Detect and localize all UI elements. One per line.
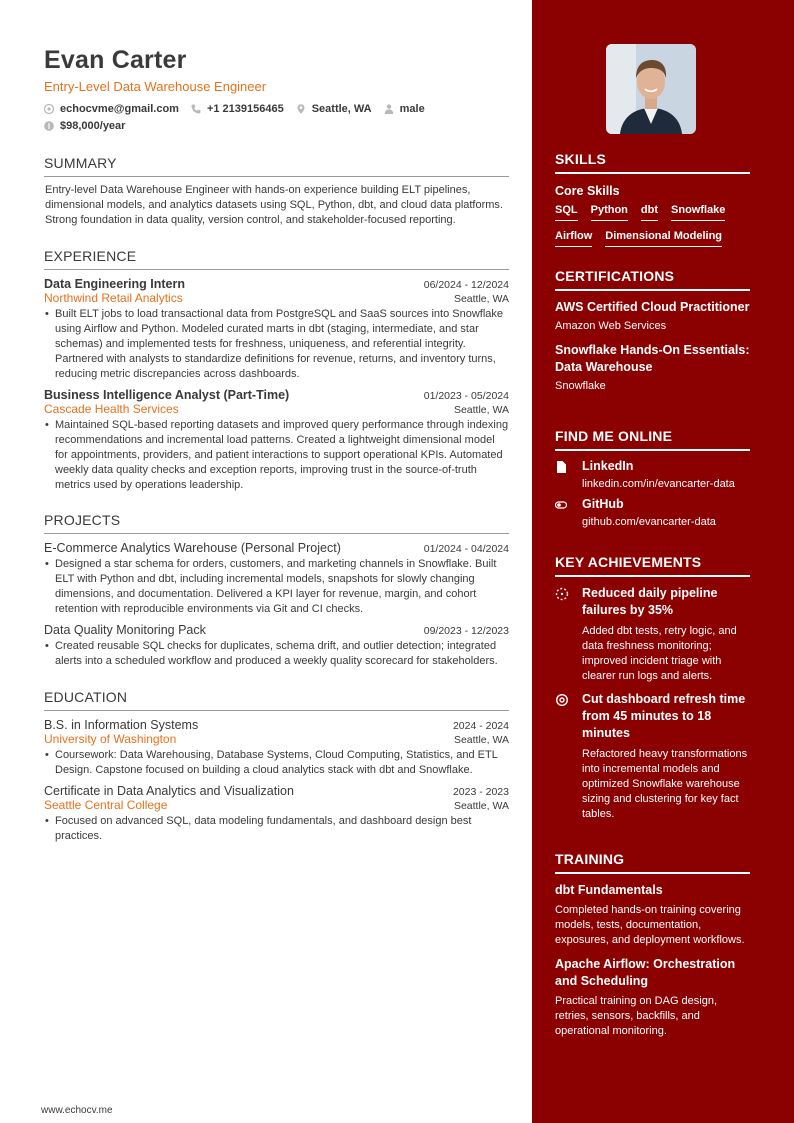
certification-issuer: Snowflake (555, 380, 606, 392)
certifications-heading: CERTIFICATIONS (555, 268, 750, 291)
project-entry (44, 623, 509, 669)
achievement-title: Reduced daily pipeline failures by 35% (582, 586, 718, 617)
skills-list (555, 204, 750, 256)
person-icon (384, 104, 394, 114)
bullet-text: Created reusable SQL checks for duplicates, schema drift, and outlier detection; integrated alerts into a scheduled workflow and produced a weekly quality scorecard for stakeholders. (55, 640, 498, 667)
contact-info (44, 100, 509, 134)
skill-tag: SQL (555, 204, 578, 221)
at-icon (44, 104, 54, 114)
summary-heading: SUMMARY (44, 155, 509, 177)
education-entry (44, 784, 509, 844)
entry-dates: 01/2023 - 05/2024 (423, 390, 509, 402)
location-contact (296, 100, 372, 117)
entry-dates: 01/2024 - 04/2024 (423, 543, 509, 555)
bullet-text: Designed a star schema for orders, customers, and marketing channels in Snowflake. Built ELT with Python and dbt, including incremental models, snapshots for slowly changing dimensions, and documentation. Delivered a KPI layer for revenue, margin, and cohort retention with reproducible environments via Git and CI checks. (55, 558, 497, 615)
entry-bullet: • Designed a star schema for orders, customers, and marketing channels in Snowflake. Built ELT with Python and dbt, including incremental models, snapshots for slowly changing dimensions, and documentation. Delivered a KPI layer for revenue, margin, and cohort retention with reproducible environments via Git and CI checks. (44, 557, 509, 617)
footer-website[interactable]: www.echocv.me (41, 1105, 113, 1116)
entry-organization: Seattle Central College (44, 798, 168, 812)
certification-name: AWS Certified Cloud Practitioner (555, 300, 750, 314)
entry-bullet: • Coursework: Data Warehousing, Database Systems, Cloud Computing, Statistics, and ETL Design. Capstone focused on building a cloud analytics stack with dbt and Snowflake. (44, 748, 509, 778)
certification-item (555, 299, 750, 334)
entry-dates: 2024 - 2024 (452, 720, 509, 732)
link-label: LinkedIn (582, 459, 634, 473)
entry-organization: Cascade Health Services (44, 402, 179, 416)
skill-tag: Snowflake (671, 204, 725, 221)
phone-text: +1 2139156465 (206, 102, 284, 115)
education-heading: EDUCATION (44, 689, 509, 711)
at-sign-icon (555, 693, 569, 707)
linkedin-link[interactable] (555, 459, 750, 492)
entry-title: Certificate in Data Analytics and Visualization (44, 784, 294, 798)
entry-location: Seattle, WA (453, 404, 509, 416)
skills-group-title: Core Skills (555, 184, 620, 198)
link-url[interactable]: linkedin.com/in/evancarter-data (582, 478, 735, 490)
entry-location: Seattle, WA (453, 293, 509, 305)
project-entry (44, 541, 509, 617)
training-title: Apache Airflow: Orchestration and Scheduling (555, 957, 736, 988)
certification-item (555, 342, 750, 394)
skills-section (555, 151, 750, 256)
training-section (555, 851, 750, 1039)
skill-tag: Dimensional Modeling (605, 230, 722, 247)
certification-issuer: Amazon Web Services (555, 320, 667, 332)
achievement-item (555, 691, 750, 822)
entry-bullet: • Created reusable SQL checks for duplicates, schema drift, and outlier detection; integrated alerts into a scheduled workflow and produced a weekly quality scorecard for stakeholders. (44, 639, 509, 669)
bullet-text: Maintained SQL-based reporting datasets and improved query performance through indexing recommendations and incremental load patterns. Created a lightweight dimensional model for appointments, providers, and patient interactions to support operational KPIs. Automated weekly data quality checks and exception reports, improving trust in the source-of-truth metrics used by operations leadership. (55, 419, 509, 491)
link-label: GitHub (582, 497, 624, 511)
portrait-image (606, 44, 696, 134)
entry-bullet: • Maintained SQL-based reporting datasets and improved query performance through indexing recommendations and incremental load patterns. Created a lightweight dimensional model for appointments, providers, and patient interactions to support operational KPIs. Automated weekly data quality checks and exception reports, improving trust in the source-of-truth metrics used by operations leadership. (45, 419, 509, 491)
certifications-section (555, 268, 750, 394)
training-item (555, 882, 750, 948)
experience-section (44, 248, 509, 493)
phone-icon (191, 104, 201, 114)
entry-title: Data Quality Monitoring Pack (44, 623, 206, 637)
entry-dates: 2023 - 2023 (452, 786, 509, 798)
entry-dates: 06/2024 - 12/2024 (423, 279, 509, 291)
training-text: Practical training on DAG design, retries, sensors, backfills, and operational monitoring. (555, 995, 718, 1037)
skills-heading: SKILLS (555, 151, 750, 174)
entry-location: Seattle, WA (453, 800, 509, 812)
dashed-circle-icon (555, 587, 569, 601)
certification-name: Snowflake Hands-On Essentials: Data Warehouse (555, 343, 750, 374)
coin-icon (44, 121, 54, 131)
toggle-icon (555, 499, 567, 511)
skill-tag: Python (591, 204, 628, 221)
email-text: echocvme@gmail.com (60, 102, 179, 115)
entry-title: B.S. in Information Systems (44, 718, 199, 732)
candidate-name: Evan Carter (44, 46, 187, 74)
online-heading: FIND ME ONLINE (555, 428, 750, 451)
entry-dates: 09/2023 - 12/2023 (423, 625, 509, 637)
document-icon (555, 461, 567, 473)
education-entry (44, 718, 509, 778)
entry-bullet: • Built ELT jobs to load transactional data from PostgreSQL and SaaS sources into Snowflake using Airflow and Python. Modeled curated marts in dbt (staging, intermediate, and star schemas) and implemented tests for freshness, uniqueness, and referential integrity. Partnered with analysts to standardize definitions for revenue, returns, and inventory turns, reducing metric discrepancies across dashboards. (44, 307, 509, 382)
entry-title: Data Engineering Intern (44, 277, 185, 291)
summary-section (44, 155, 509, 228)
entry-title: Business Intelligence Analyst (Part-Time) (44, 388, 290, 402)
experience-entry (44, 388, 509, 493)
training-title: dbt Fundamentals (555, 883, 663, 897)
github-link[interactable] (555, 497, 750, 530)
skill-tag: dbt (641, 204, 658, 221)
bullet-text: Coursework: Data Warehousing, Database Systems, Cloud Computing, Statistics, and ETL Design. Capstone focused on building a cloud analytics stack with dbt and Snowflake. (55, 749, 498, 776)
achievement-text: Refactored heavy transformations into incremental models and optimized Snowflake warehouse sizing and clustering for key fact tables. (582, 748, 748, 820)
bullet-text: Focused on advanced SQL, data modeling fundamentals, and dashboard design best practices. (55, 815, 472, 842)
location-pin-icon (296, 104, 306, 114)
entry-location: Seattle, WA (453, 734, 509, 746)
bullet-text: Built ELT jobs to load transactional data from PostgreSQL and SaaS sources into Snowflake using Airflow and Python. Modeled curated marts in dbt (staging, intermediate, and star schemas) and implemented tests for freshness, uniqueness, and referential integrity. Partnered with analysts to standardize definitions for revenue, returns, and inventory turns, reducing metric discrepancies across dashboards. (55, 308, 503, 380)
projects-section (44, 512, 509, 669)
gender-text: male (399, 102, 425, 115)
summary-text: Entry-level Data Warehouse Engineer with hands-on experience building ELT pipelines, dimensional models, and analytics datasets using SQL, Python, dbt, and cloud data platforms. Strong foundation in data quality, version control, and stakeholder-focused reporting. (45, 184, 503, 226)
education-section (44, 689, 509, 844)
achievement-title: Cut dashboard refresh time from 45 minutes to 18 minutes (582, 692, 746, 740)
email-contact[interactable] (44, 100, 179, 117)
link-url[interactable]: github.com/evancarter-data (582, 516, 716, 528)
job-title: Entry-Level Data Warehouse Engineer (44, 79, 267, 94)
entry-organization: University of Washington (44, 732, 177, 746)
experience-heading: EXPERIENCE (44, 248, 509, 270)
online-section (555, 428, 750, 530)
achievement-item (555, 585, 750, 684)
achievements-section (555, 554, 750, 822)
sidebar (532, 0, 794, 1123)
profile-photo (606, 44, 696, 134)
phone-contact[interactable] (191, 100, 284, 117)
achievements-heading: KEY ACHIEVEMENTS (555, 554, 750, 577)
skill-tag: Airflow (555, 230, 592, 247)
gender-contact (384, 100, 425, 117)
entry-bullet: • Focused on advanced SQL, data modeling fundamentals, and dashboard design best practices. (44, 814, 509, 844)
experience-entry (44, 277, 509, 382)
salary-contact (44, 117, 125, 134)
training-heading: TRAINING (555, 851, 750, 874)
entry-title: E-Commerce Analytics Warehouse (Personal Project) (44, 541, 341, 555)
entry-organization: Northwind Retail Analytics (44, 291, 183, 305)
location-text: Seattle, WA (311, 102, 372, 115)
projects-heading: PROJECTS (44, 512, 509, 534)
achievement-text: Added dbt tests, retry logic, and data freshness monitoring; improved incident triage with clearer run logs and alerts. (582, 625, 737, 682)
training-item (555, 956, 750, 1039)
training-text: Completed hands-on training covering models, tests, documentation, exposures, and deployment workflows. (555, 904, 745, 946)
salary-text: $98,000/year (60, 119, 126, 132)
